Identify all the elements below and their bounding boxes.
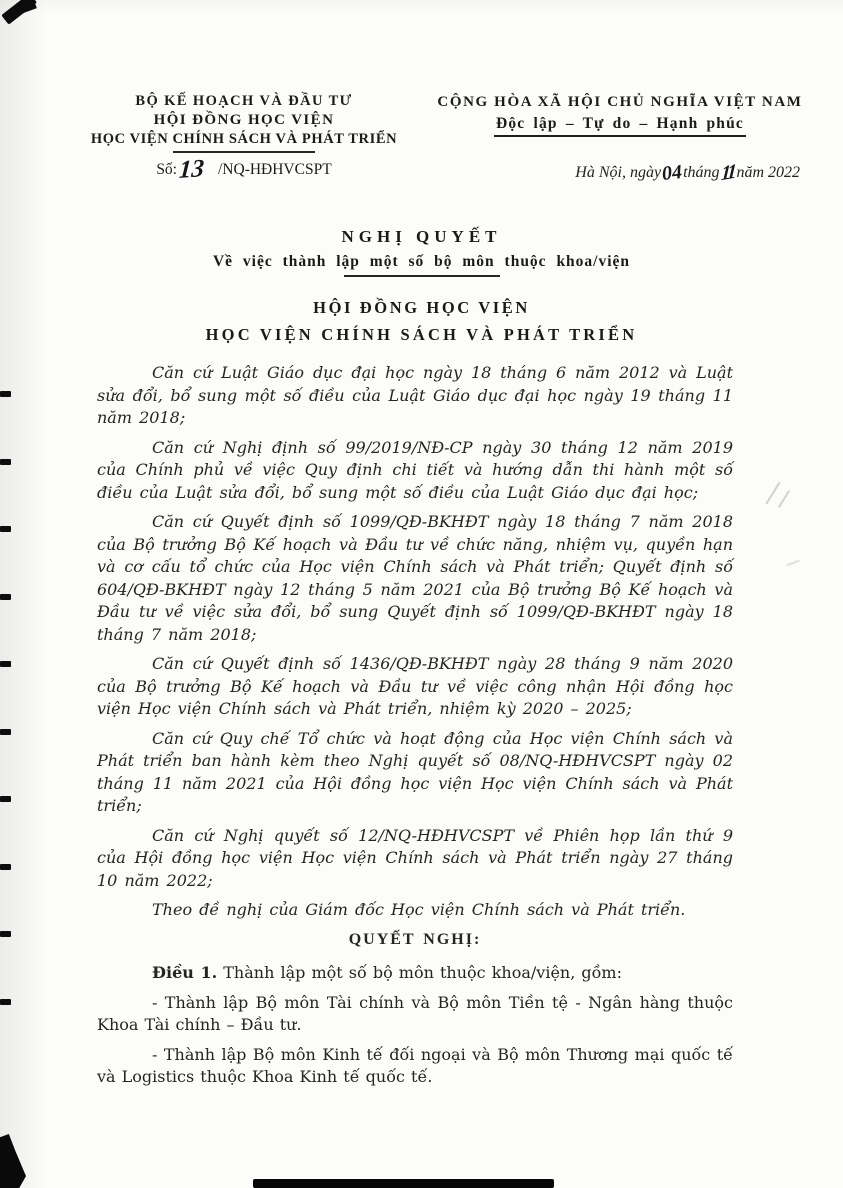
document-subject: Về việc thành lập một số bộ môn thuộc khoa/viện [212, 253, 631, 270]
council-name: HỘI ĐỒNG HỌC VIỆN [153, 112, 335, 128]
scan-shadow-top [0, 0, 843, 14]
preamble-paragraph: Căn cứ Quy chế Tổ chức và hoạt động của Học viện Chính sách và Phát triển ban hành kèm theo Nghị quyết số 08/NQ-HĐHVCSPT ngày 02 tháng 11 năm 2021 của Hội đồng học viện Học viện Chính sách và Phát triển; [97, 728, 733, 815]
article-1-item: - Thành lập Bộ môn Tài chính và Bộ môn Tiền tệ - Ngân hàng thuộc Khoa Tài chính – Đầu tư. [97, 992, 733, 1034]
preamble-paragraph: Căn cứ Nghị quyết số 12/NQ-HĐHVCSPT về Phiên họp lần thứ 9 của Hội đồng học viện Học viện Chính sách và Phát triển ngày 27 tháng 10 năm 2022; [97, 825, 733, 890]
date-suffix: năm 2022 [736, 164, 800, 181]
document-number-line [88, 155, 400, 184]
academy-name: HỌC VIỆN CHÍNH SÁCH VÀ PHÁT TRIỂN [90, 131, 398, 147]
republic-name: CỘNG HÒA XÃ HỘI CHỦ NGHĨA VIỆT NAM [437, 94, 803, 110]
issuing-agency-block [88, 92, 400, 184]
article-1-label: Điều 1. [152, 963, 218, 982]
preamble-paragraph: Căn cứ Quyết định số 1099/QĐ-BKHĐT ngày 18 tháng 7 năm 2018 của Bộ trưởng Bộ Kế hoạch và Đầu tư về chức năng, nhiệm vụ, quyền hạn và cơ cấu tổ chức của Học viện Chính sách và Phát triển; Quyết định số 604/QĐ-BKHĐT ngày 12 tháng 5 năm 2021 của Bộ trưởng Bộ Kế hoạch và Đầu tư về việc sửa đổi, bổ sung Quyết định số 1099/QĐ-BKHĐT ngày 18 tháng 7 năm 2018; [97, 512, 733, 644]
place-date-line [470, 160, 800, 186]
pencil-smudge [765, 481, 780, 504]
document-body [97, 362, 733, 1096]
number-label: Số: [156, 161, 177, 178]
date-prefix: Hà Nội, ngày [575, 164, 662, 181]
scan-punch-mark [0, 391, 11, 397]
date-mid: tháng [683, 164, 720, 181]
article-1-intro [97, 962, 733, 985]
document-type-title: NGHỊ QUYẾT [341, 227, 502, 246]
preamble-paragraph: Theo đề nghị của Giám đốc Học viện Chính sách và Phát triển. [152, 900, 686, 919]
handwritten-day: 04 [660, 161, 684, 185]
scan-punch-mark [0, 661, 11, 667]
handwritten-number: 13 [178, 155, 205, 184]
scan-punch-mark [0, 594, 11, 600]
subject-underline [344, 275, 500, 277]
pencil-smudge [778, 490, 790, 508]
scan-punch-mark [0, 796, 11, 802]
article-1-text: Thành lập một số bộ môn thuộc khoa/viện, gồm: [217, 963, 622, 982]
handwritten-month: 11 [719, 160, 735, 186]
document-title-block [0, 226, 843, 345]
number-suffix: /NQ-HĐHVCSPT [218, 161, 332, 178]
scan-punch-mark [0, 864, 11, 870]
agency-underline [173, 151, 315, 153]
scan-punch-mark [0, 526, 11, 532]
scan-bar-bottom [253, 1179, 554, 1188]
scan-punch-mark [0, 729, 11, 735]
issuer-line-1: HỘI ĐỒNG HỌC VIỆN [313, 298, 530, 317]
resolution-heading: QUYẾT NGHỊ: [348, 930, 482, 948]
article-1 [97, 962, 733, 1089]
motto-line: Độc lập – Tự do – Hạnh phúc [494, 115, 746, 137]
scan-punch-mark [0, 931, 11, 937]
national-motto-block [436, 92, 804, 137]
pencil-smudge [786, 560, 800, 567]
issuer-line-2: HỌC VIỆN CHÍNH SÁCH VÀ PHÁT TRIỂN [205, 325, 638, 344]
preamble-paragraph: Căn cứ Quyết định số 1436/QĐ-BKHĐT ngày 28 tháng 9 năm 2020 của Bộ trưởng Bộ Kế hoạch và Đầu tư về việc công nhận Hội đồng học viện Học viện Chính sách và Phát triển, nhiệm kỳ 2020 – 2025; [97, 654, 733, 718]
preamble-paragraph: Căn cứ Luật Giáo dục đại học ngày 18 tháng 6 năm 2012 và Luật sửa đổi, bổ sung một số điều của Luật Giáo dục đại học ngày 19 tháng 11 năm 2018; [97, 363, 733, 427]
ministry-name: BỘ KẾ HOẠCH VÀ ĐẦU TƯ [135, 93, 353, 109]
scan-punch-mark [0, 459, 11, 465]
scan-punch-mark [0, 999, 11, 1005]
article-1-item: - Thành lập Bộ môn Kinh tế đối ngoại và Bộ môn Thương mại quốc tế và Logistics thuộc Khoa Kinh tế quốc tế. [97, 1044, 733, 1086]
preamble-paragraph: Căn cứ Nghị định số 99/2019/NĐ-CP ngày 30 tháng 12 năm 2019 của Chính phủ về việc Quy định chi tiết và hướng dẫn thi hành một số điều của Luật sửa đổi, bổ sung một số điều của Luật Giáo dục đại học; [97, 437, 733, 502]
